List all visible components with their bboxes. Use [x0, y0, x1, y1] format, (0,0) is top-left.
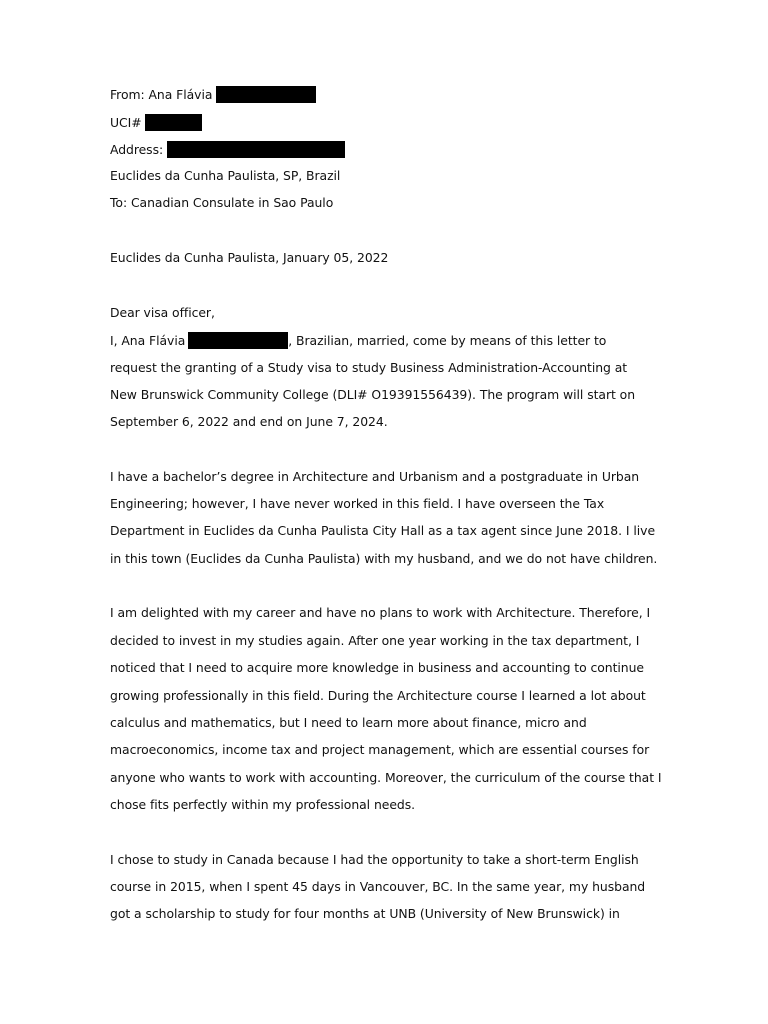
address-label: Address: — [110, 142, 164, 157]
paragraph3-line4: growing professionally in this field. During the Architecture course I learned a lot about — [110, 688, 646, 703]
paragraph4-line1: I chose to study in Canada because I had the opportunity to take a short-term English — [110, 852, 639, 867]
redacted-surname — [216, 86, 316, 103]
from-label: From: Ana Flávia — [110, 87, 213, 102]
paragraph2-line3: Department in Euclides da Cunha Paulista City Hall as a tax agent since June 2018. I live — [110, 523, 656, 538]
paragraph4-line2: course in 2015, when I spent 45 days in Vancouver, BC. In the same year, my husband — [110, 879, 646, 894]
redacted-uci — [145, 114, 202, 131]
intro-rest: , Brazilian, married, come by means of this letter to — [288, 333, 607, 348]
redacted-surname-2 — [188, 332, 288, 349]
paragraph1-line3: New Brunswick Community College (DLI# O19391556439). The program will start on — [110, 387, 636, 402]
city-line: Euclides da Cunha Paulista, SP, Brazil — [110, 168, 341, 183]
uci-label: UCI# — [110, 115, 142, 130]
paragraph1-line4: September 6, 2022 and end on June 7, 2024. — [110, 414, 388, 429]
date-line: Euclides da Cunha Paulista, January 05, 2022 — [110, 250, 389, 265]
intro-name: I, Ana Flávia — [110, 333, 186, 348]
recipient-line: To: Canadian Consulate in Sao Paulo — [110, 195, 334, 210]
paragraph3-line3: noticed that I need to acquire more knowledge in business and accounting to continue — [110, 660, 644, 675]
paragraph1-line1 — [110, 332, 606, 349]
paragraph3-line5: calculus and mathematics, but I need to learn more about finance, micro and — [110, 715, 587, 730]
uci-line — [110, 114, 202, 131]
paragraph1-line2: request the granting of a Study visa to study Business Administration-Accounting at — [110, 360, 628, 375]
redacted-address — [167, 141, 345, 158]
paragraph3-line7: anyone who wants to work with accounting. Moreover, the curriculum of the course that I — [110, 770, 662, 785]
paragraph2-line4: in this town (Euclides da Cunha Paulista) with my husband, and we do not have children. — [110, 551, 658, 566]
paragraph3-line6: macroeconomics, income tax and project management, which are essential courses for — [110, 742, 650, 757]
paragraph4-line3: got a scholarship to study for four months at UNB (University of New Brunswick) in — [110, 906, 620, 921]
paragraph3-line8: chose fits perfectly within my professional needs. — [110, 797, 416, 812]
salutation: Dear visa officer, — [110, 305, 215, 320]
address-line — [110, 141, 345, 158]
paragraph3-line1: I am delighted with my career and have no plans to work with Architecture. Therefore, I — [110, 605, 651, 620]
paragraph3-line2: decided to invest in my studies again. After one year working in the tax department, I — [110, 633, 640, 648]
from-line — [110, 86, 316, 103]
paragraph2-line2: Engineering; however, I have never worked in this field. I have overseen the Tax — [110, 496, 605, 511]
paragraph2-line1: I have a bachelor’s degree in Architecture and Urbanism and a postgraduate in Urban — [110, 469, 640, 484]
